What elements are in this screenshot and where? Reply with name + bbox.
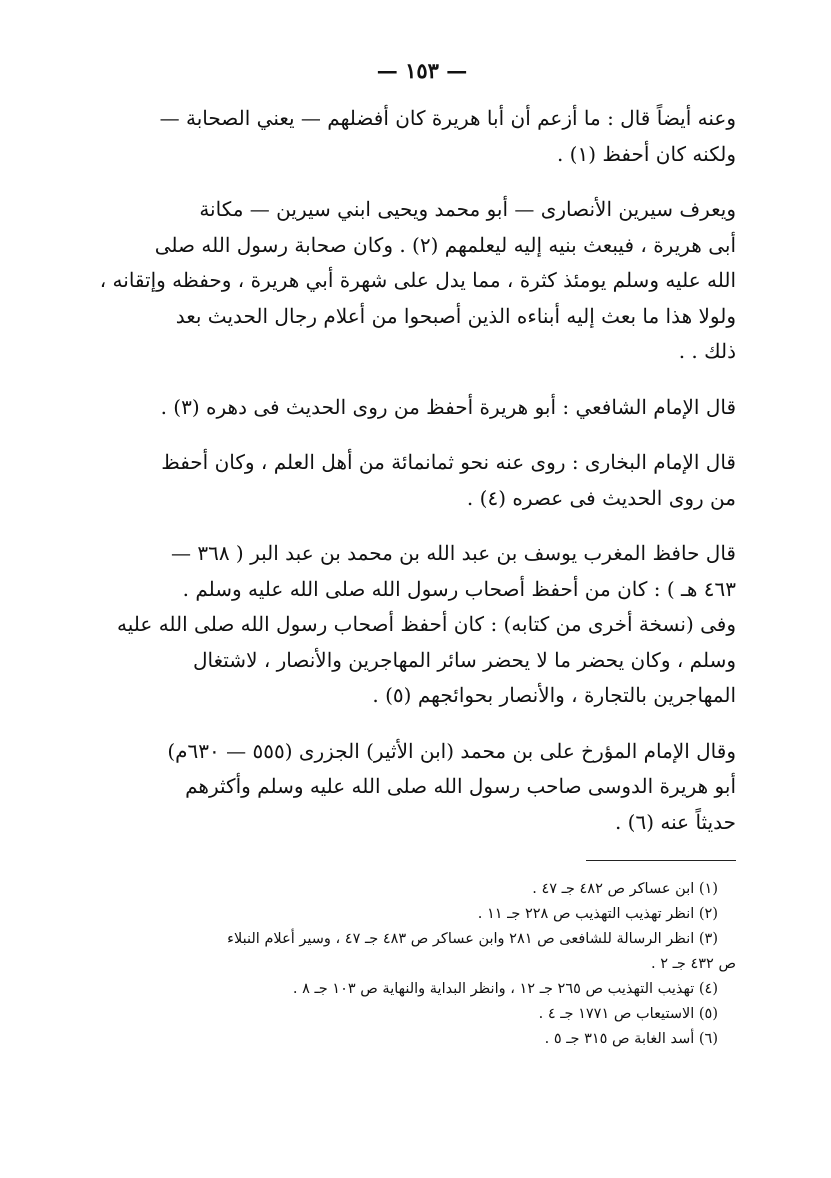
text-line: ولكنه كان أحفظ (١) . [556,141,736,166]
paragraph [108,445,736,516]
text-line: وسلم ، وكان يحضر ما لا يحضر سائر المهاجرين والأنصار ، لاشتغال [193,647,736,672]
paragraph [99,192,736,370]
text-line: قال حافظ المغرب يوسف بن عبد الله بن محمد بن عبد البر ( ٣٦٨ — [170,541,736,565]
footnote: (٣) انظر الرسالة للشافعى ص ٢٨١ وابن عساكر ص ٤٨٣ جـ ٤٧ ، وسير أعلام النبلاء [227,931,718,947]
footnote: (٦) أسد الغابة ص ٣١٥ جـ ٥ . [544,1031,718,1047]
document-page [99,58,736,1118]
text-line: الله عليه وسلم يومئذ كثرة ، مما يدل على شهرة أبي هريرة ، وحفظه وإتقانه ، [99,268,736,292]
paragraph [108,734,736,841]
text-line: أبو هريرة الدوسى صاحب رسول الله صلى الله عليه وسلم وأكثرهم [185,774,736,798]
text-line: قال الإمام البخارى : روى عنه نحو ثمانمائة من أهل العلم ، وكان أحفظ [161,450,736,474]
page-number: — ١٥٣ — [376,58,468,83]
paragraph [108,101,736,172]
text-line: ذلك . . [678,339,736,363]
text-line: حديثاً عنه (٦) . [614,809,736,834]
text-line: وقال الإمام المؤرخ على بن محمد (ابن الأثير) الجزرى (٥٥٥ — ٦٣٠م) [167,738,736,763]
footnotes [108,877,736,1052]
text-line: المهاجرين بالتجارة ، والأنصار بحوائجهم (٥) . [372,683,736,707]
footnote: ص ٤٣٢ جـ ٢ . [651,956,736,972]
text-line: ٤٦٣ هـ ) : كان من أحفظ أصحاب رسول الله صلى الله عليه وسلم . [182,576,736,601]
footnote-separator [586,860,736,861]
footnote: (٤) تهذيب التهذيب ص ٢٦٥ جـ ١٢ ، وانظر البداية والنهاية ص ١٠٣ جـ ٨ . [292,981,718,997]
text-line: أبى هريرة ، فيبعث بنيه إليه ليعلمهم (٢) . وكان صحابة رسول الله صلى [154,232,736,257]
text-line: وعنه أيضاً قال : ما أزعم أن أبا هريرة كان أفضلهم — يعني الصحابة — [159,106,736,130]
text-line: من روى الحديث فى عصره (٤) . [466,485,736,510]
footnote: (٢) انظر تهذيب التهذيب ص ٢٢٨ جـ ١١ . [477,906,718,922]
text-line: قال الإمام الشافعي : أبو هريرة أحفظ من روى الحديث فى دهره (٣) . [160,394,736,419]
body-text [99,101,736,840]
text-line: ويعرف سيرين الأنصارى — أبو محمد ويحيى ابني سيرين — مكانة [199,197,736,221]
text-line: ولولا هذا ما بعث إليه أبناءه الذين أصبحوا من أعلام رجال الحديث بعد [175,303,736,328]
footnote: (٥) الاستيعاب ص ١٧٧١ جـ ٤ . [538,1006,718,1022]
paragraph [108,390,736,426]
footnote: (١) ابن عساكر ص ٤٨٢ جـ ٤٧ . [532,881,718,897]
paragraph [108,536,736,714]
text-line: وفى (نسخة أخرى من كتابه) : كان أحفظ أصحاب رسول الله صلى الله عليه [117,612,736,636]
